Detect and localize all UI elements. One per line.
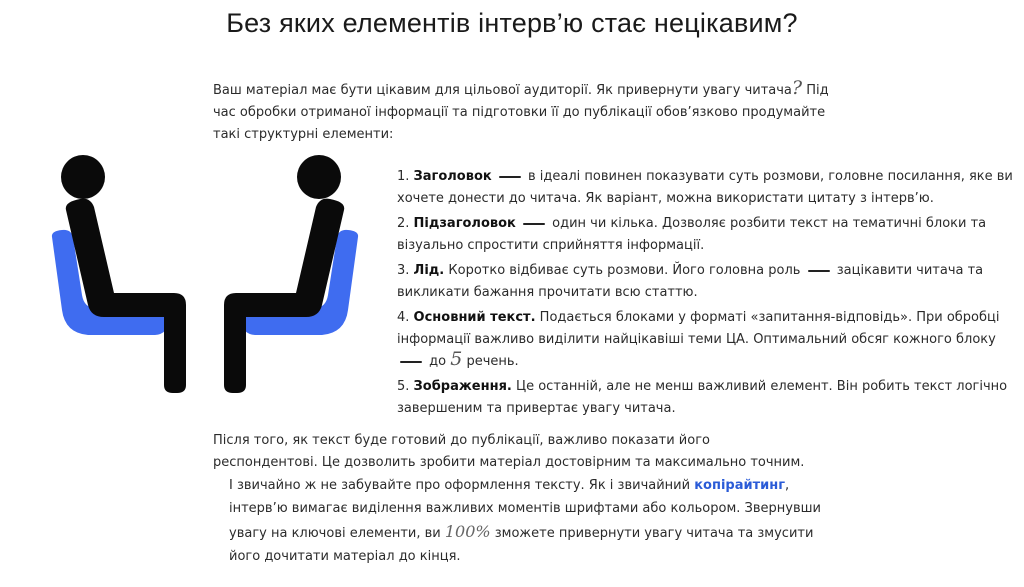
left-person-body: [66, 199, 186, 393]
list-item-text-continued: до: [429, 354, 447, 369]
list-item-text: Подається блоками у форматі «запитання-відповідь». При обробці інформації важливо виділити найцікавіші теми ЦА. Оптимальний обсяг кожного блоку: [397, 310, 1000, 347]
intro-paragraph: [213, 77, 853, 146]
intro-text-before: Ваш матеріал має бути цікавим для цільової аудиторії. Як привернути увагу читача: [213, 83, 792, 98]
list-item-text-end: речень.: [462, 354, 519, 369]
list-item-number: 4.: [397, 310, 410, 325]
list-item-subheadline: [397, 213, 1019, 257]
handwritten-number-five: 5: [450, 348, 463, 370]
dash-mark: [523, 223, 545, 225]
list-item-text: Коротко відбиває суть розмови. Його головна роль: [444, 263, 801, 278]
list-item-number: 5.: [397, 379, 410, 394]
structural-elements-list: [397, 166, 1019, 423]
left-person-figure: [52, 155, 186, 393]
list-item-term: Зображення.: [413, 379, 512, 394]
final-paragraph: [229, 474, 829, 568]
list-item-number: 3.: [397, 263, 410, 278]
list-item-text: один чи кілька. Дозволяє розбити текст на тематичні блоки та візуально спростити сприйняття інформації.: [397, 216, 987, 253]
dash-mark: [808, 270, 830, 272]
list-item-text-continued: зацікавити читача та викликати бажання прочитати всю статтю.: [397, 263, 984, 300]
final-text-end: зможете привернути увагу читача та змусити його дочитати матеріал до кінця.: [229, 526, 814, 564]
list-item-term: Підзаголовок: [413, 216, 516, 231]
interview-illustration: [40, 145, 370, 395]
after-paragraph: Після того, як текст буде готовий до публікації, важливо показати його респондентові. Це дозволить зробити матеріал достовірним та максимально точним.: [213, 433, 805, 470]
list-item-term: Основний текст.: [413, 310, 536, 325]
left-person-head: [61, 155, 105, 199]
list-item-headline: [397, 166, 1019, 210]
copywriting-link[interactable]: копірайтинг: [694, 478, 785, 493]
page-title: Без яких елементів інтерв’ю стає нецікавим?: [226, 8, 798, 38]
list-item-text: в ідеалі повинен показувати суть розмови, головне посилання, яке ви хочете донести до читача. Як варіант, можна використати цитату з інтерв’ю.: [397, 169, 1013, 206]
right-person-head: [297, 155, 341, 199]
final-text-start: І звичайно ж не забувайте про оформлення тексту. Як і звичайний: [229, 478, 695, 493]
list-item-number: 1.: [397, 169, 410, 184]
list-item-main-text: [397, 307, 1019, 373]
list-item-number: 2.: [397, 216, 410, 231]
list-item-lead: [397, 260, 1019, 304]
right-person-body: [224, 199, 344, 393]
intro-text-after: Під час обробки отриманої інформації та підготовки її до публікації обов’язково продумайте такі структурні елементи:: [213, 83, 829, 142]
list-item-image: [397, 376, 1019, 420]
list-item-term: Лід.: [413, 263, 445, 278]
list-item-text: Це останній, але не менш важливий елемент. Він робить текст логічно завершеним та привертає увагу читача.: [397, 379, 1008, 416]
final-text-middle: , інтерв’ю вимагає виділення важливих моментів шрифтами або кольором. Звернувши увагу на ключові елементи, ви: [229, 478, 821, 541]
dash-mark: [499, 176, 521, 178]
dash-mark: [400, 361, 422, 363]
handwritten-percent: 100%: [444, 522, 491, 541]
list-item-term: Заголовок: [413, 169, 492, 184]
right-person-figure: [224, 155, 358, 393]
handwritten-question-mark: ?: [791, 77, 803, 99]
